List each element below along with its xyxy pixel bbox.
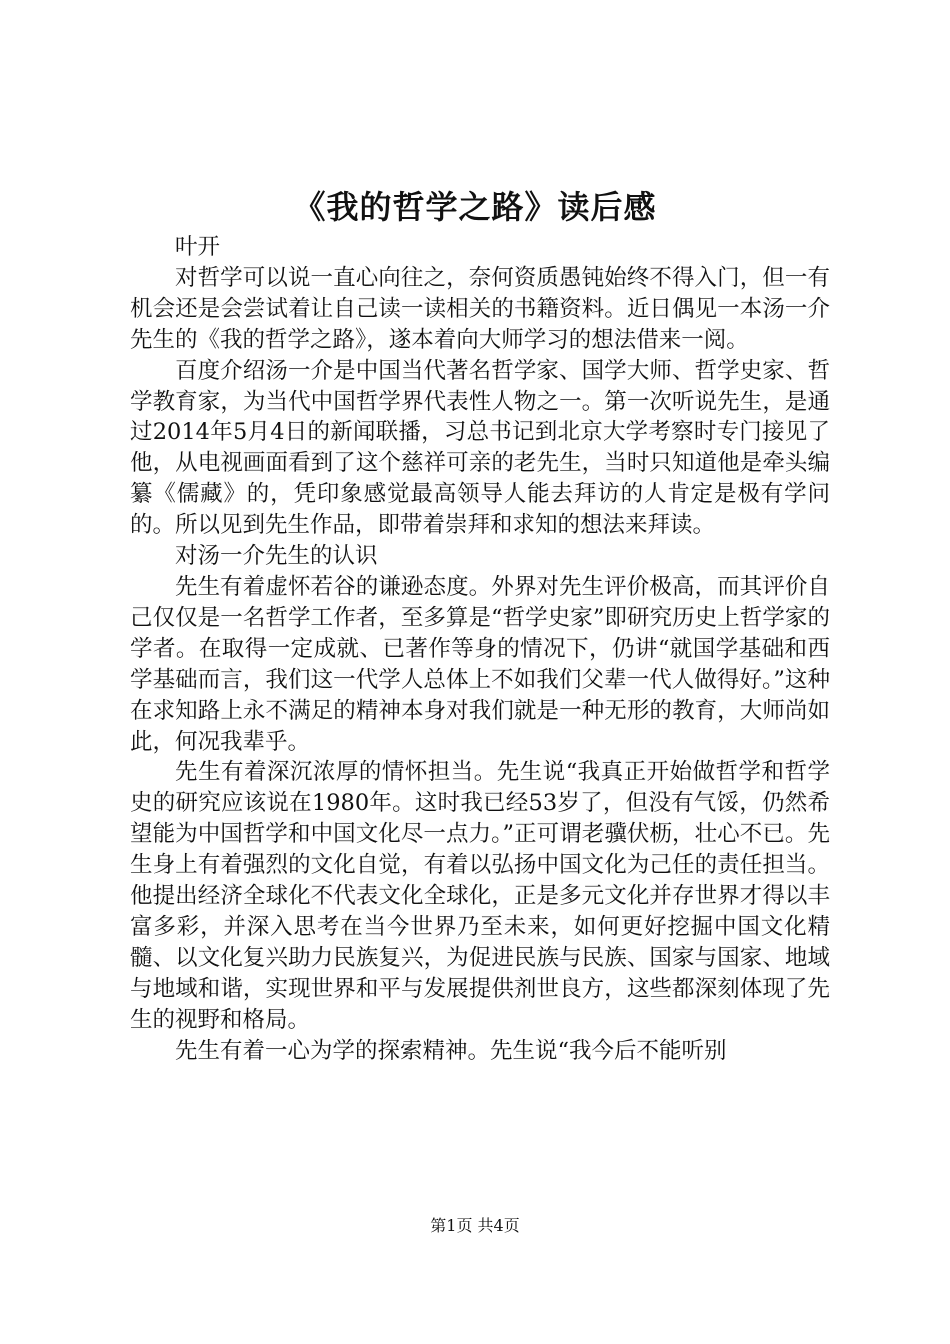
author-line: 叶开 [175, 234, 221, 260]
paragraph: 对哲学可以说一直心向往之，奈何资质愚钝始终不得入门，但一有机会还是会尝试着让自己读一读相关的书籍资料。近日偶见一本汤一介先生的《我的哲学之路》，遂本着向大师学习的想法借来一阅。 [130, 264, 830, 353]
paragraph: 先生有着一心为学的探索精神。先生说“我今后不能听别 [175, 1037, 727, 1064]
page-number: 第1页 共4页 [430, 1216, 520, 1235]
document-title: 《我的哲学之路》读后感 [293, 188, 657, 226]
paragraph: 先生有着深沉浓厚的情怀担当。先生说“我真正开始做哲学和哲学史的研究应该说在1980年。这时我已经53岁了，但没有气馁，仍然希望能为中国哲学和中国文化尽一点力。”正可谓老骥伏枥，壮心不已。先生身上有着强烈的文化自觉，有着以弘扬中国文化为己任的责任担当。他提出经济全球化不代表文化全球化，正是多元文化并存世界才得以丰富多彩，并深入思考在当今世界乃至未来，如何更好挖掘中国文化精髓、以文化复兴助力民族复兴，为促进民族与民族、国家与国家、地域与地域和谐，实现世界和平与发展提供剂世良方，这些都深刻体现了先生的视野和格局。 [130, 759, 830, 1033]
paragraph: 先生有着虚怀若谷的谦逊态度。外界对先生评价极高，而其评价自己仅仅是一名哲学工作者，至多算是“哲学史家”即研究历史上哲学家的学者。在取得一定成就、已著作等身的情况下，仍讲“就国学基础和西学基础而言，我们这一代学人总体上不如我们父辈一代人做得好。”这种在求知路上永不满足的精神本身对我们就是一种无形的教育，大师尚如此，何况我辈乎。 [130, 573, 830, 755]
section-subheading: 对汤一介先生的认识 [175, 543, 378, 570]
document-body [130, 232, 830, 1066]
paragraph: 百度介绍汤一介是中国当代著名哲学家、国学大师、哲学史家、哲学教育家，为当代中国哲学界代表性人物之一。第一次听说先生，是通过2014年5月4日的新闻联播，习总书记到北京大学考察时专门接见了他，从电视画面看到了这个慈祥可亲的老先生，当时只知道他是牵头编纂《儒藏》的，凭印象感觉最高领导人能去拜访的人肯定是极有学问的。所以见到先生作品，即带着崇拜和求知的想法来拜读。 [130, 357, 830, 539]
